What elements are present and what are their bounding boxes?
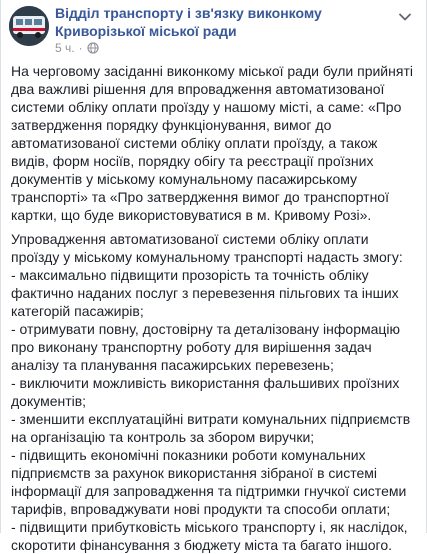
post-header [1,0,426,60]
bus-icon [9,6,49,46]
avatar[interactable] [9,6,49,46]
page-name-link[interactable]: Відділ транспорту і зв'язку виконкому Криворізької міської ради [55,5,322,39]
post-body [11,62,415,554]
post-paragraph-2: Упровадження автоматизованої системи обліку оплати проїзду у міському комунальному транспорті надасть змогу: - максимально підвищити прозорість та точність обліку фактично наданих послуг з перевезення пільгових та інших категорій пасажирів; - отримувати повну, достовірну та деталізовану інформацію про виконану транспортну роботу для вирішення задач аналізу та планування пасажирських перевезень; - виключити можливість використання фальшивих проїзних документів; - зменшити експлуатаційні витрати комунальних підприємств на організацію та контроль за збором виручки; - підвищить економічні показники роботи комунальних підприємств за рахунок використання зібраної в системі інформації для запровадження та підтримки гнучкої системи тарифів, впроваджувати нові продукти та способи оплати; - підвищити прибутковість міського транспорту і, як наслідок, скоротити фінансування з бюджету міста та багато іншого. [11,231,411,553]
chevron-down-icon[interactable] [398,10,412,24]
post-timestamp[interactable]: 5 ч. [55,41,75,55]
globe-icon [87,42,99,54]
post-paragraph-1: На черговому засіданні виконкому міської ради були прийняті два важливі рішення для впровадження автоматизованої системи обліку оплати проїзду у нашому місті, а саме: «Про затвердження порядку функціонування, вимог до автоматизованої системи обліку оплати проїзду, а також видів, форм носіїв, порядку обігу та реєстрації проїзних документів у міському комунальному пасажирському транспорті» та «Про затвердження вимог до транспортної картки, що буде використовуватися в м. Кривому Розі». [11,63,413,223]
post-meta [55,41,99,55]
dot-separator: · [78,41,83,55]
